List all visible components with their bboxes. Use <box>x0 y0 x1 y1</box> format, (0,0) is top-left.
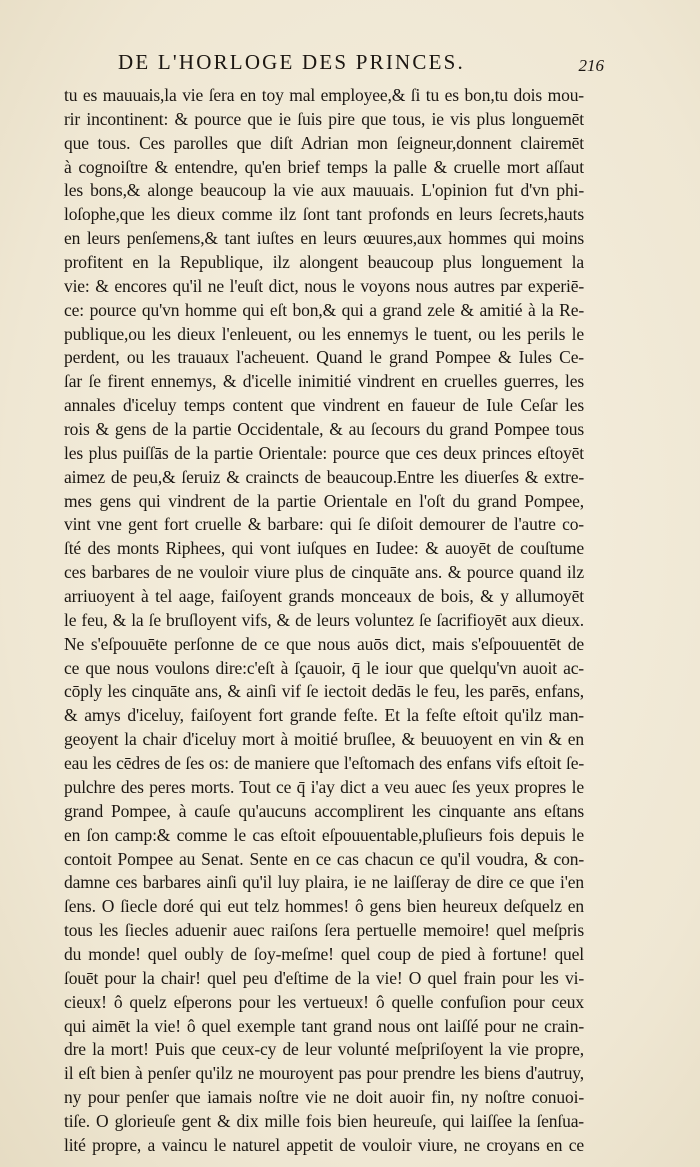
text-line: damne ces barbares ainſi qu'il luy plaira, ie ne laiſſeray de dire ce que i'en <box>64 872 584 893</box>
text-line: mes gens qui vindrent de la partie Orientale en l'oſt du grand Pompee, <box>64 490 584 511</box>
text-line: le feu, & la ſe bruſloyent vifs, & de leurs voluntez ſe ſacrifioyēt aux dieux. <box>64 609 584 630</box>
text-line: ces barbares de ne vouloir viure plus de cinquāte ans. & pource quand ilz <box>64 562 584 583</box>
text-line: du monde! quel oubly de ſoy-meſme! quel coup de pied à fortune! quel <box>64 943 584 964</box>
text-line: les plus puiſſās de la partie Orientale: pource que ces deux princes eſtoyēt <box>64 442 584 463</box>
text-line: en leurs penſemens,& tant iuſtes en leurs œuures,aux hommes qui moins <box>64 228 584 249</box>
text-line: lité propre, a vaincu le naturel appetit de vouloir viure, ne croyans en ce <box>64 1134 584 1155</box>
text-line: arriuoyent à tel aage, faiſoyent grands monceaux de bois, & y allumoyēt <box>64 586 584 607</box>
text-line: ce que nous voulons dire:c'eſt à ſçauoir, q̄ le iour que quelqu'vn auoit ac- <box>64 657 584 678</box>
text-line: loſophe,que les dieux comme ilz ſont tant profonds en leurs ſecrets,hauts <box>64 204 584 225</box>
text-line: dre la mort! Puis que ceux-cy de leur volunté meſpriſoyent la vie propre, <box>64 1039 584 1060</box>
text-line: Ne s'eſpouuēte perſonne de ce que nous auōs dict, mais s'eſpouuentēt de <box>64 633 584 654</box>
text-line: aimez de peu,& ſeruiz & craincts de beaucoup.Entre les diuerſes & extre- <box>64 466 584 487</box>
text-line: publique,ou les dieux l'enleuent, ou les ennemys le tuent, ou les perils le <box>64 323 584 344</box>
text-line: ſté des monts Riphees, qui vont iuſques en Iudee: & auoyēt de couſtume <box>64 538 584 559</box>
text-line: rois & gens de la partie Occidentale, & au ſecours du grand Pompee tous <box>64 419 584 440</box>
page-number: 216 <box>578 56 604 75</box>
text-line: ſens. O ſiecle doré qui eut telz hommes! ô gens bien heureux deſquelz en <box>64 896 584 917</box>
text-line: à cognoiſtre & entendre, qu'en brief temps la palle & cruelle mort aſſaut <box>64 156 584 177</box>
text-line: pulchre des peres morts. Tout ce q̄ i'ay dict a veu auec ſes yeux propres le <box>64 776 584 797</box>
text-line: perdent, ou les trauaux l'acheuent. Quand le grand Pompee & Iules Ce- <box>64 347 584 368</box>
text-line: tiſe. O glorieuſe gent & dix mille fois bien heureuſe, qui laiſſee la ſenſua- <box>64 1110 584 1131</box>
text-line: profitent en la Republique, ilz alongent beaucoup plus longuement la <box>64 252 584 273</box>
text-line: annales d'iceluy temps content que vindrent en faueur de Iule Ceſar les <box>64 395 584 416</box>
text-line: rir incontinent: & pource que ie ſuis pire que tous, ie vis plus longuemēt <box>64 108 584 129</box>
text-line: ny pour penſer que iamais noſtre vie ne doit auoir fin, ny noſtre conuoi- <box>64 1087 584 1108</box>
text-line: tu es mauuais,la vie ſera en toy mal employee,& ſi tu es bon,tu dois mou- <box>64 85 584 105</box>
text-line: ce: pource qu'vn homme qui eſt bon,& qui a grand zele & amitié à la Re- <box>64 299 584 320</box>
text-line: contoit Pompee au Senat. Sente en ce cas chacun ce qu'il voudra, & con- <box>64 848 584 869</box>
text-line: & amys d'iceluy, faiſoyent fort grande feſte. Et la feſte eſtoit qu'ilz man- <box>64 705 584 726</box>
text-line: qui aimēt la vie! ô quel exemple tant grand nous ont laiſſé pour ne crain- <box>64 1015 584 1036</box>
text-line: vie: & encores qu'il ne l'euſt dict, nous le voyons nous autres par experiē- <box>64 275 584 296</box>
text-line: les bons,& alonge beaucoup la vie aux mauuais. L'opinion fut d'vn phi- <box>64 180 584 201</box>
text-line: en ſon camp:& comme le cas eſtoit eſpouuentable,pluſieurs fois depuis le <box>64 824 584 845</box>
text-line: grand Pompee, à cauſe qu'aucuns accomplirent les cinquante ans eſtans <box>64 800 584 821</box>
page-header <box>118 50 604 80</box>
running-title: DE L'HORLOGE DES PRINCES. <box>118 50 465 74</box>
text-line: vint vne gent fort cruelle & barbare: qui ſe diſoit demourer de l'autre co- <box>64 514 584 535</box>
text-line: geoyent la chair d'iceluy mort à moitié bruſlee, & beuuoyent en vin & en <box>64 729 584 750</box>
text-line: il eſt bien à penſer qu'ilz ne mouroyent pas pour prendre les biens d'autruy, <box>64 1063 584 1084</box>
text-line: ſouēt pour la chair! quel peu d'eſtime de la vie! O quel frain pour les vi- <box>64 967 584 988</box>
text-line: ſar ſe firent ennemys, & d'icelle inimitié vindrent en cruelles guerres, les <box>64 371 584 392</box>
text-line: tous les ſiecles aduenir auec raiſons ſera pertuelle memoire! quel meſpris <box>64 920 584 941</box>
text-line: eau les cēdres de ſes os: de maniere que l'eſtomach des enfans vifs eſtoit ſe- <box>64 753 584 774</box>
text-line: que tous. Ces parolles que diſt Adrian mon ſeigneur,donnent clairemēt <box>64 132 584 153</box>
text-line: cōply les cinquāte ans, & ainſi vif ſe iectoit dedās le feu, les parēs, enfans, <box>64 681 584 702</box>
text-line: cieux! ô quelz eſperons pour les vertueux! ô quelle confuſion pour ceux <box>64 991 584 1012</box>
body-text <box>64 84 584 1158</box>
